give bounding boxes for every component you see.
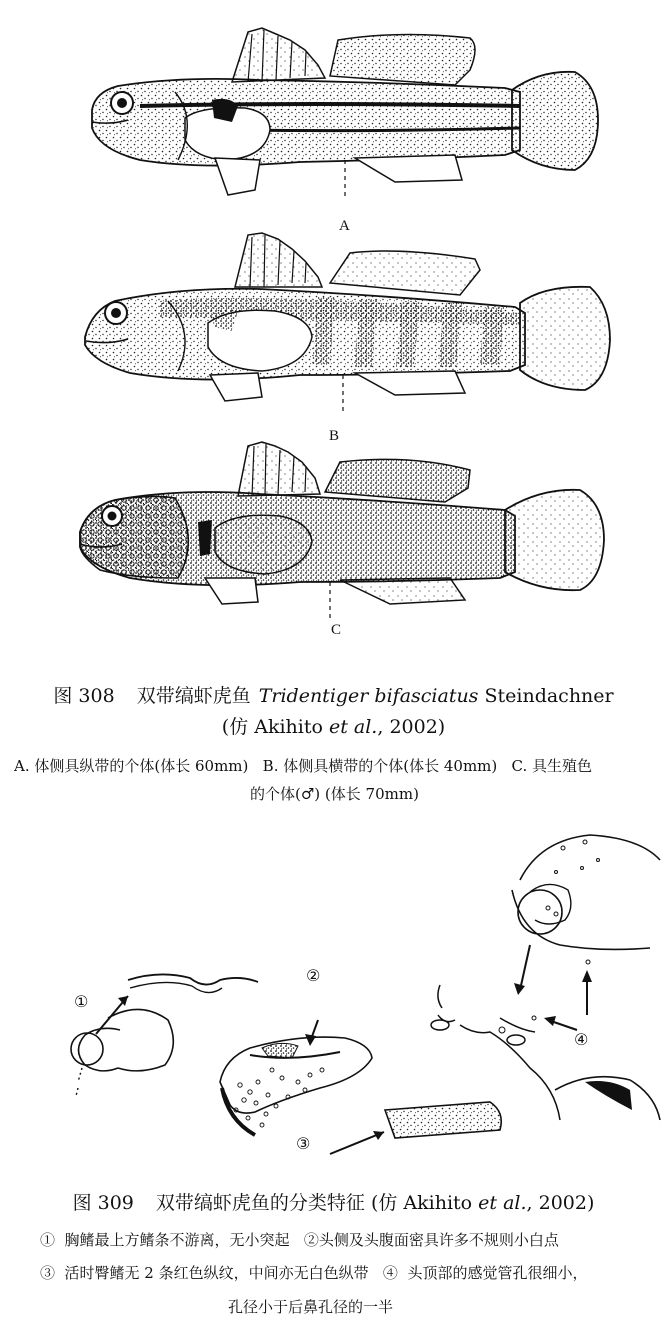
marker-4: ④ <box>574 1030 589 1049</box>
figure-308-species-name: Tridentiger bifasciatus <box>258 685 479 707</box>
marker-1: ① <box>74 992 89 1011</box>
marker-2: ② <box>306 966 321 985</box>
fish-b-illustration <box>0 225 667 425</box>
marker-3: ③ <box>296 1134 311 1153</box>
figure-309-caption: 图 309 双带缟虾虎鱼的分类特征 (仿 Akihito et al., 2002) <box>72 1192 595 1214</box>
panel-label-a: A <box>339 218 350 234</box>
figure-308-legend-line-1: A. 体侧具纵带的个体(体长 60mm) B. 体侧具横带的个体(体长 40mm) C. 具生殖色 <box>14 757 593 775</box>
figure-309-legend-line-3: 孔径小于后鼻孔径的一半 <box>228 1298 394 1316</box>
panel-label-b: B <box>329 428 340 444</box>
figure-309-legend-line-1: ① 胸鳍最上方鳍条不游离，无小突起 ②头侧及头腹面密具许多不规则小白点 <box>40 1231 559 1249</box>
fish-c-illustration <box>0 432 667 622</box>
panel-label-c: C <box>331 622 342 638</box>
figure-309-legend-line-2: ③ 活时臀鳍无 2 条红色纵纹，中间亦无白色纵带 ④ 头顶部的感觉管孔很细小， <box>40 1264 588 1282</box>
figure-308-caption <box>0 684 667 708</box>
figure-309-number: 图 309 <box>72 1192 134 1214</box>
feature-drawings <box>0 820 667 1170</box>
figure-308-author: Steindachner <box>484 685 614 707</box>
fish-a-illustration <box>0 10 667 215</box>
figure-309-title-cn: 双带缟虾虎鱼的分类特征 <box>155 1192 365 1214</box>
figure-308-title-cn: 双带缟虾虎鱼 <box>136 685 251 707</box>
figure-308-legend-line-2: 的个体(♂) (体长 70mm) <box>250 785 419 803</box>
figure-308-source: (仿 Akihito et al., 2002) <box>221 716 446 738</box>
figure-308-number: 图 308 <box>53 685 115 707</box>
